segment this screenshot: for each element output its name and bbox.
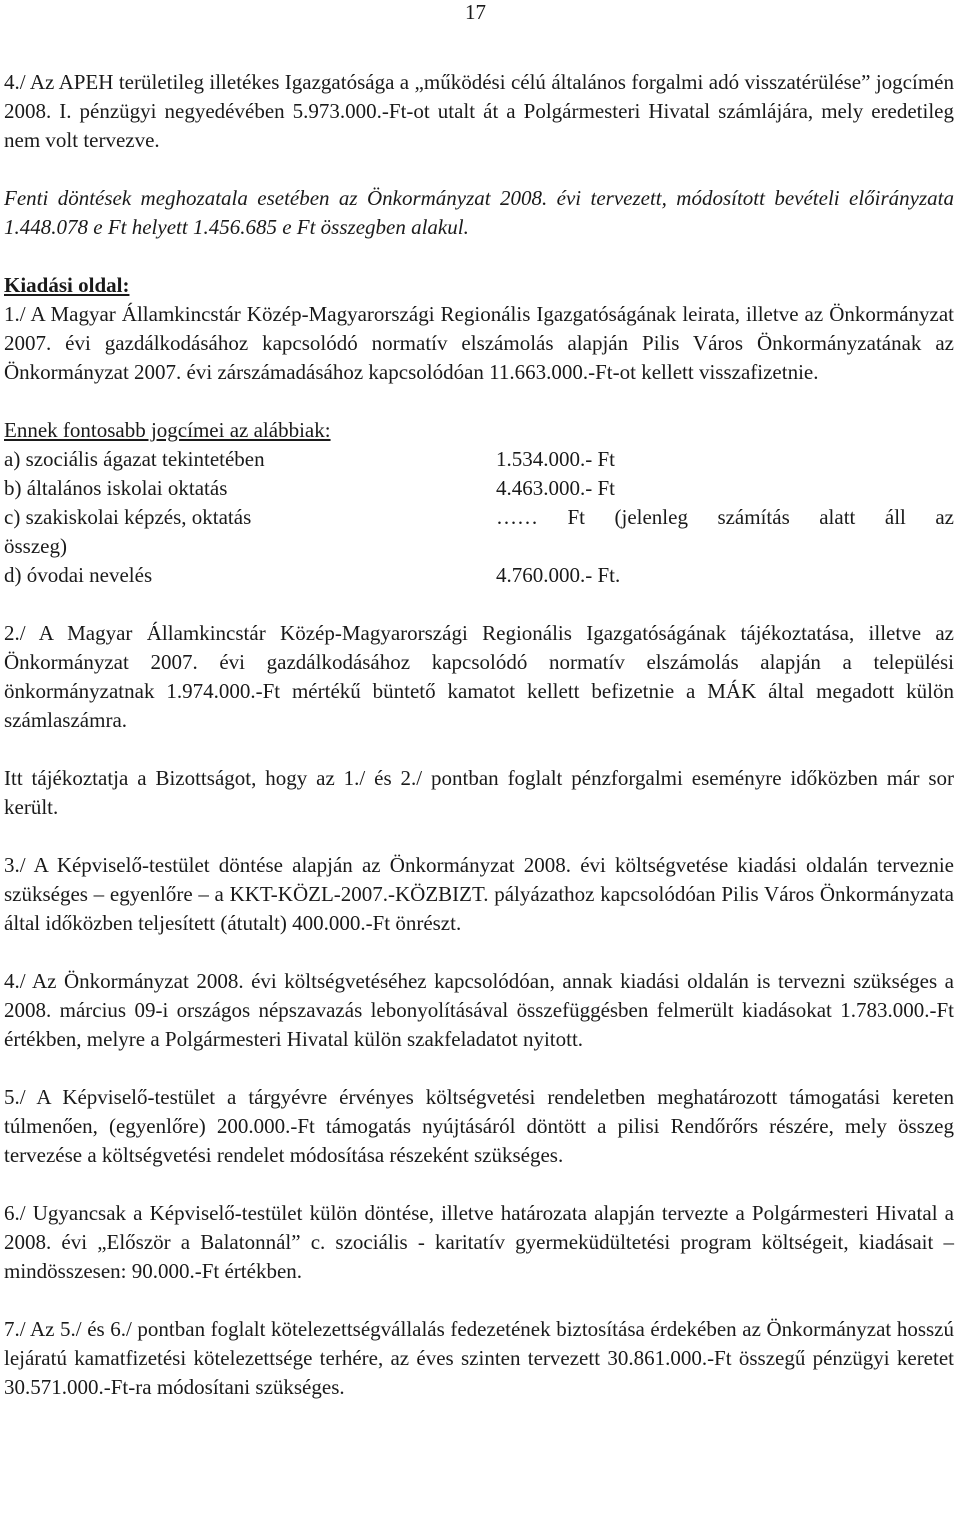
paragraph-interest-budget: 7./ Az 5./ és 6./ pontban foglalt kötelezettségvállalás fedezetének biztosítása érdekében az Önkormányzat hosszú lejáratú kamatfizetési kötelezettsége terhére, az éves szinten tervezett 30.861.000.-Ft összegű pénzügyi keretet 30.571.000.-Ft-ra módosítani szükséges. [4, 1317, 954, 1399]
items-heading: Ennek fontosabb jogcímei az alábbiak: [4, 418, 331, 442]
item-label: d) óvodai nevelés [4, 563, 153, 587]
item-label: c) szakiskolai képzés, oktatás [4, 505, 252, 529]
item-label: a) szociális ágazat tekintetében [4, 447, 265, 471]
item-amount: 4.463.000.- Ft [496, 476, 616, 500]
item-amount: 4.760.000.- Ft. [496, 563, 621, 587]
page-number: 17 [465, 0, 486, 24]
list-item [4, 561, 954, 590]
list-item [4, 474, 954, 503]
section-title-expenditure: Kiadási oldal: [4, 273, 130, 297]
item-amount-continuation: összeg) [4, 534, 67, 558]
paragraph-penalty-interest: 2./ A Magyar Államkincstár Közép-Magyarországi Regionális Igazgatóságának tájékoztatása, illetve az Önkormányzat 2007. évi gazdálkodásához kapcsolódó normatív elszámolás alapján a települési önkormányzatnak 1.974.000.-Ft mértékű büntető kamatot kellett befizetnie a MÁK által megadott külön számlaszámra. [4, 621, 954, 732]
paragraph-police-support: 5./ A Képviselő-testület a tárgyévre érvényes költségvetési rendeletben meghatározott támogatási kereten túlmenően, (egyenlőre) 200.000.-Ft támogatás nyújtásáról döntött a pilisi Rendőrőrs részére, mely összeg tervezése a költségvetési rendelet módosítása részeként szükséges. [4, 1085, 954, 1167]
paragraph-kkt-tender: 3./ A Képviselő-testület döntése alapján az Önkormányzat 2008. évi költségvetése kiadási oldalán terveznie szükséges – egyenlőre – a KKT-KÖZL-2007.-KÖZBIZT. pályázathoz kapcsolódóan Pilis Város Önkormányzata által időközben teljesített (átutalt) 400.000.-Ft önrészt. [4, 853, 954, 935]
item-amount: …… Ft (jelenleg számítás alatt áll az [496, 505, 954, 529]
item-amount: 1.534.000.- Ft [496, 447, 616, 471]
paragraph-revenue-summary: Fenti döntések meghozatala esetében az Önkormányzat 2008. évi tervezett, módosított bevételi előirányzata 1.448.078 e Ft helyett 1.456.685 e Ft összegben alakul. [4, 186, 954, 239]
paragraph-committee-info: Itt tájékoztatja a Bizottságot, hogy az 1./ és 2./ pontban foglalt pénzforgalmi eseményre időközben már sor került. [4, 766, 954, 819]
paragraph-mak-repayment: 1./ A Magyar Államkincstár Közép-Magyarországi Regionális Igazgatóságának leirata, illetve az Önkormányzat 2007. évi gazdálkodásához kapcsolódó normatív elszámolás alapján Pilis Város Önkormányzatának az Önkormányzat 2007. évi zárszámadásához kapcsolódóan 11.663.000.-Ft-ot kellett visszafizetnie. [4, 302, 954, 384]
list-item [4, 503, 954, 532]
document-body [4, 68, 954, 1402]
paragraph-apeh-refund: 4./ Az APEH területileg illetékes Igazgatósága a „működési célú általános forgalmi adó visszatérülése” jogcímén 2008. I. pénzügyi negyedévében 5.973.000.-Ft-ot utalt át a Polgármesteri Hivatal számlájára, mely eredetileg nem volt tervezve. [4, 70, 954, 152]
paragraph-referendum-costs: 4./ Az Önkormányzat 2008. évi költségvetéséhez kapcsolódóan, annak kiadási oldalán is tervezni szükséges a 2008. március 09-i országos népszavazás lebonyolításával összefüggésben felmerült kiadásokat 1.783.000.-Ft értékben, melyre a Polgármesteri Hivatal külön szakfeladatot nyitott. [4, 969, 954, 1051]
paragraph-balaton-program: 6./ Ugyancsak a Képviselő-testület külön döntése, illetve határozata alapján tervezte a Polgármesteri Hivatal a 2008. évi „Először a Balatonnál” c. szociális - karitatív gyermeküdültetési program költségeit, kiadásait – mindösszesen: 90.000.-Ft értékben. [4, 1201, 954, 1283]
item-label: b) általános iskolai oktatás [4, 476, 228, 500]
list-item [4, 445, 954, 474]
